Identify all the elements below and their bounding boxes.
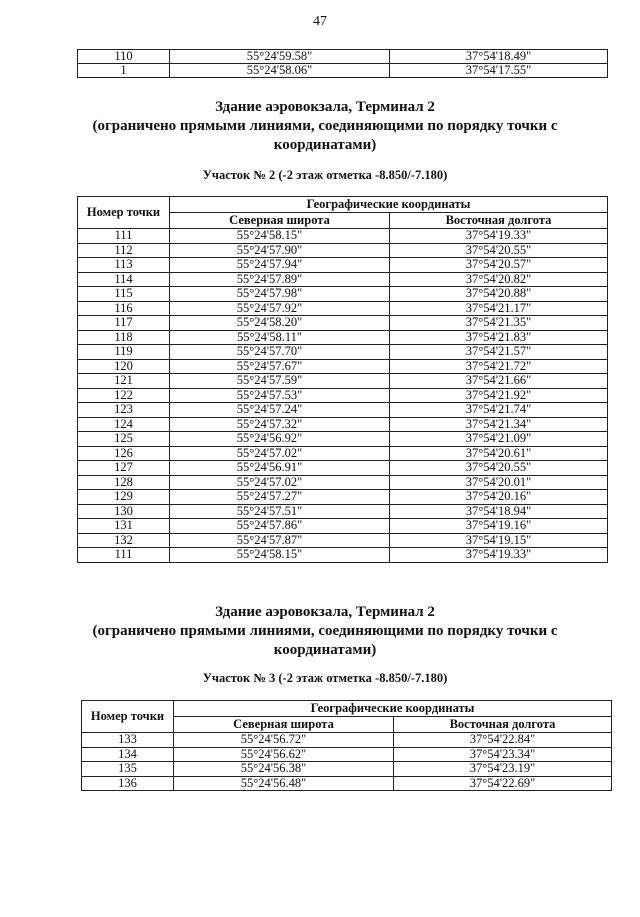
point-cell: 110 bbox=[78, 50, 170, 64]
point-cell: 1 bbox=[78, 64, 170, 78]
point-cell: 116 bbox=[78, 301, 170, 316]
table-row bbox=[78, 519, 608, 534]
longitude-cell: 37°54'19.33" bbox=[390, 548, 608, 563]
point-cell: 129 bbox=[78, 490, 170, 505]
table-row bbox=[78, 446, 608, 461]
point-cell: 127 bbox=[78, 461, 170, 476]
latitude-cell: 55°24'57.98" bbox=[170, 287, 390, 302]
longitude-cell: 37°54'20.57" bbox=[390, 258, 608, 273]
longitude-cell: 37°54'21.57" bbox=[390, 345, 608, 360]
point-cell: 114 bbox=[78, 272, 170, 287]
longitude-cell: 37°54'21.72" bbox=[390, 359, 608, 374]
latitude-cell: 55°24'57.02" bbox=[170, 446, 390, 461]
longitude-cell: 37°54'22.69" bbox=[394, 776, 612, 791]
point-cell: 136 bbox=[82, 776, 174, 791]
longitude-cell: 37°54'20.16" bbox=[390, 490, 608, 505]
latitude-cell: 55°24'57.90" bbox=[170, 243, 390, 258]
latitude-cell: 55°24'57.59" bbox=[170, 374, 390, 389]
col-header-lat: Северная широта bbox=[170, 213, 390, 229]
table-row bbox=[78, 533, 608, 548]
point-cell: 126 bbox=[78, 446, 170, 461]
section-heading bbox=[60, 98, 590, 155]
table-row bbox=[78, 50, 608, 64]
point-cell: 112 bbox=[78, 243, 170, 258]
table-row bbox=[82, 733, 612, 748]
heading-line-3: координатами) bbox=[273, 642, 377, 658]
page-number: 47 bbox=[313, 14, 327, 29]
point-cell: 117 bbox=[78, 316, 170, 331]
latitude-cell: 55°24'57.24" bbox=[170, 403, 390, 418]
longitude-cell: 37°54'20.55" bbox=[390, 243, 608, 258]
point-cell: 123 bbox=[78, 403, 170, 418]
point-cell: 121 bbox=[78, 374, 170, 389]
table-row bbox=[78, 330, 608, 345]
latitude-cell: 55°24'56.38" bbox=[174, 762, 394, 777]
longitude-cell: 37°54'21.35" bbox=[390, 316, 608, 331]
latitude-cell: 55°24'57.86" bbox=[170, 519, 390, 534]
point-cell: 128 bbox=[78, 475, 170, 490]
latitude-cell: 55°24'56.48" bbox=[174, 776, 394, 791]
latitude-cell: 55°24'57.92" bbox=[170, 301, 390, 316]
point-cell: 124 bbox=[78, 417, 170, 432]
longitude-cell: 37°54'19.16" bbox=[390, 519, 608, 534]
point-cell: 113 bbox=[78, 258, 170, 273]
table-row bbox=[78, 461, 608, 476]
table-row bbox=[78, 374, 608, 389]
latitude-cell: 55°24'57.51" bbox=[170, 504, 390, 519]
table-row bbox=[78, 475, 608, 490]
heading-line-3: координатами) bbox=[273, 137, 377, 153]
table-row bbox=[78, 229, 608, 244]
longitude-cell: 37°54'21.74" bbox=[390, 403, 608, 418]
col-header-lon: Восточная долгота bbox=[394, 717, 612, 733]
table-row bbox=[78, 504, 608, 519]
table-row bbox=[78, 548, 608, 563]
longitude-cell: 37°54'20.01" bbox=[390, 475, 608, 490]
latitude-cell: 55°24'58.06" bbox=[170, 64, 390, 78]
coordinates-table-section-2 bbox=[77, 196, 608, 563]
table-row bbox=[78, 316, 608, 331]
longitude-cell: 37°54'22.84" bbox=[394, 733, 612, 748]
point-cell: 111 bbox=[78, 548, 170, 563]
longitude-cell: 37°54'20.61" bbox=[390, 446, 608, 461]
table-row bbox=[82, 762, 612, 777]
longitude-cell: 37°54'20.55" bbox=[390, 461, 608, 476]
latitude-cell: 55°24'56.91" bbox=[170, 461, 390, 476]
latitude-cell: 55°24'56.72" bbox=[174, 733, 394, 748]
latitude-cell: 55°24'59.58" bbox=[170, 50, 390, 64]
col-header-point: Номер точки bbox=[82, 701, 174, 733]
col-header-lon: Восточная долгота bbox=[390, 213, 608, 229]
heading-line-2: (ограничено прямыми линиями, соединяющими по порядку точки с bbox=[92, 623, 558, 639]
table-row bbox=[78, 490, 608, 505]
longitude-cell: 37°54'17.55" bbox=[390, 64, 608, 78]
longitude-cell: 37°54'23.34" bbox=[394, 747, 612, 762]
point-cell: 133 bbox=[82, 733, 174, 748]
point-cell: 125 bbox=[78, 432, 170, 447]
latitude-cell: 55°24'57.70" bbox=[170, 345, 390, 360]
table-row bbox=[78, 345, 608, 360]
table-row bbox=[78, 287, 608, 302]
col-header-point: Номер точки bbox=[78, 197, 170, 229]
longitude-cell: 37°54'18.94" bbox=[390, 504, 608, 519]
point-cell: 130 bbox=[78, 504, 170, 519]
point-cell: 120 bbox=[78, 359, 170, 374]
table-row bbox=[78, 301, 608, 316]
latitude-cell: 55°24'57.94" bbox=[170, 258, 390, 273]
latitude-cell: 55°24'57.02" bbox=[170, 475, 390, 490]
section-subtitle: Участок № 2 (-2 этаж отметка -8.850/-7.180) bbox=[202, 168, 448, 182]
longitude-cell: 37°54'20.88" bbox=[390, 287, 608, 302]
col-header-geo: Географические координаты bbox=[170, 197, 608, 213]
continuation-table bbox=[77, 49, 608, 78]
latitude-cell: 55°24'57.89" bbox=[170, 272, 390, 287]
col-header-lat: Северная широта bbox=[174, 717, 394, 733]
latitude-cell: 55°24'58.20" bbox=[170, 316, 390, 331]
longitude-cell: 37°54'19.33" bbox=[390, 229, 608, 244]
point-cell: 115 bbox=[78, 287, 170, 302]
table-row bbox=[78, 243, 608, 258]
longitude-cell: 37°54'21.09" bbox=[390, 432, 608, 447]
point-cell: 134 bbox=[82, 747, 174, 762]
longitude-cell: 37°54'21.83" bbox=[390, 330, 608, 345]
table-row bbox=[82, 776, 612, 791]
longitude-cell: 37°54'21.34" bbox=[390, 417, 608, 432]
latitude-cell: 55°24'58.15" bbox=[170, 548, 390, 563]
heading-line-1: Здание аэровокзала, Терминал 2 bbox=[215, 99, 435, 115]
longitude-cell: 37°54'23.19" bbox=[394, 762, 612, 777]
longitude-cell: 37°54'20.82" bbox=[390, 272, 608, 287]
col-header-geo: Географические координаты bbox=[174, 701, 612, 717]
table-row bbox=[78, 417, 608, 432]
point-cell: 111 bbox=[78, 229, 170, 244]
table-row bbox=[78, 272, 608, 287]
coordinates-table-section-3 bbox=[81, 700, 612, 791]
longitude-cell: 37°54'19.15" bbox=[390, 533, 608, 548]
point-cell: 119 bbox=[78, 345, 170, 360]
point-cell: 135 bbox=[82, 762, 174, 777]
latitude-cell: 55°24'57.27" bbox=[170, 490, 390, 505]
latitude-cell: 55°24'57.67" bbox=[170, 359, 390, 374]
table-row bbox=[78, 258, 608, 273]
table-row bbox=[78, 359, 608, 374]
latitude-cell: 55°24'57.87" bbox=[170, 533, 390, 548]
heading-line-2: (ограничено прямыми линиями, соединяющими по порядку точки с bbox=[92, 118, 558, 134]
latitude-cell: 55°24'57.32" bbox=[170, 417, 390, 432]
longitude-cell: 37°54'21.66" bbox=[390, 374, 608, 389]
latitude-cell: 55°24'57.53" bbox=[170, 388, 390, 403]
point-cell: 132 bbox=[78, 533, 170, 548]
longitude-cell: 37°54'21.92" bbox=[390, 388, 608, 403]
table-row bbox=[82, 747, 612, 762]
section-subtitle: Участок № 3 (-2 этаж отметка -8.850/-7.180) bbox=[202, 671, 448, 685]
table-row bbox=[78, 432, 608, 447]
table-row bbox=[78, 403, 608, 418]
point-cell: 118 bbox=[78, 330, 170, 345]
longitude-cell: 37°54'21.17" bbox=[390, 301, 608, 316]
latitude-cell: 55°24'56.62" bbox=[174, 747, 394, 762]
point-cell: 131 bbox=[78, 519, 170, 534]
heading-line-1: Здание аэровокзала, Терминал 2 bbox=[215, 604, 435, 620]
latitude-cell: 55°24'58.11" bbox=[170, 330, 390, 345]
latitude-cell: 55°24'56.92" bbox=[170, 432, 390, 447]
latitude-cell: 55°24'58.15" bbox=[170, 229, 390, 244]
section-heading bbox=[60, 603, 590, 660]
point-cell: 122 bbox=[78, 388, 170, 403]
table-row bbox=[78, 64, 608, 78]
table-row bbox=[78, 388, 608, 403]
longitude-cell: 37°54'18.49" bbox=[390, 50, 608, 64]
